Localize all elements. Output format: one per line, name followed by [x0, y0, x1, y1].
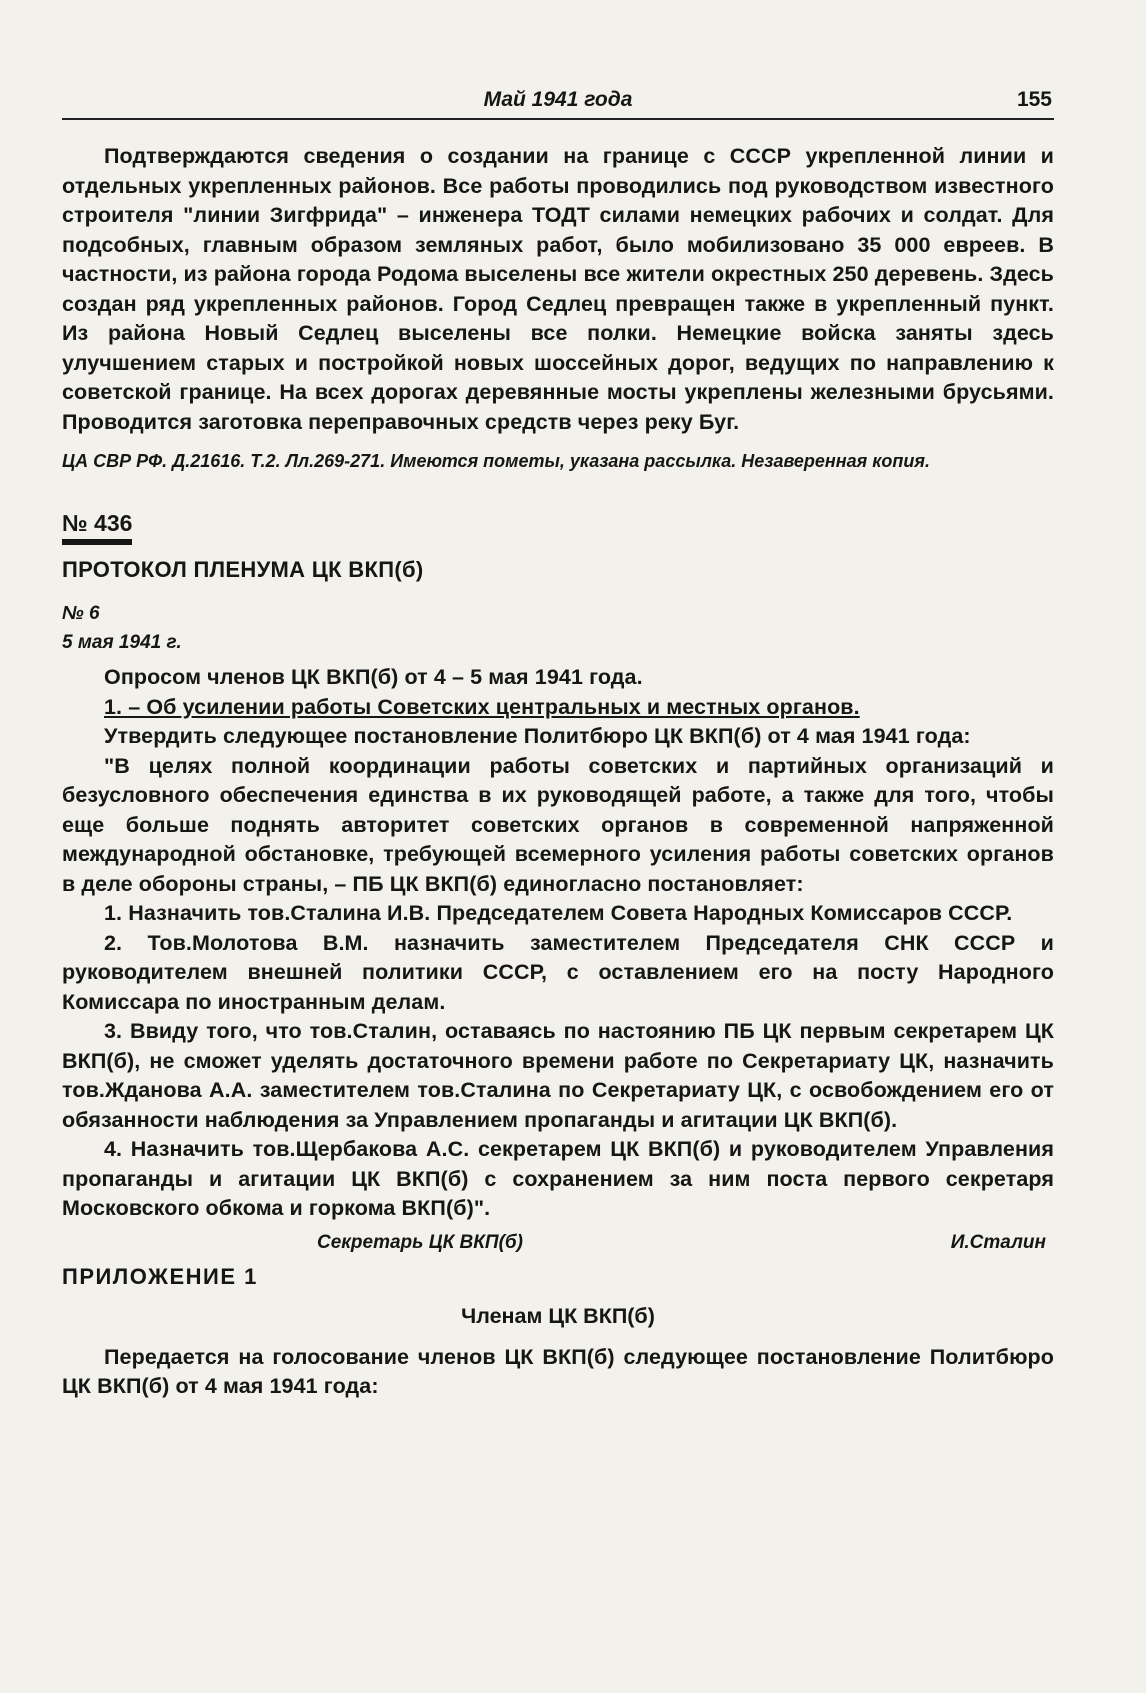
appendix-title: ПРИЛОЖЕНИЕ 1	[62, 1263, 258, 1289]
resolution-intro: "В целях полной координации работы советских и партийных организаций и безусловного обеспечения единства в их руководящей работе, а также для того, чтобы еще больше поднять авторитет советских органов в современной напряженной международной обстановке, требующей всемерного усиления работы советских органов в деле обороны страны, – ПБ ЦК ВКП(б) единогласно постановляет:	[62, 753, 1054, 896]
protocol-number: № 6	[62, 603, 100, 624]
resolution-point-4: 4. Назначить тов.Щербакова А.С. секретарем ЦК ВКП(б) и руководителем Управления пропаганды и агитации ЦК ВКП(б) с сохранением за ним поста первого секретаря Московского обкома и горкома ВКП(б)".	[62, 1137, 1054, 1220]
appendix-addressee: Членам ЦК ВКП(б)	[461, 1303, 655, 1328]
item-heading-text: 1. – Об усилении работы Советских центральных и местных органов.	[104, 694, 860, 719]
signature-block	[62, 1228, 1054, 1258]
appendix-text: Передается на голосование членов ЦК ВКП(б) следующее постановление Политбюро ЦК ВКП(б) от 4 мая 1941 года:	[62, 1344, 1054, 1398]
survey-line: Опросом членов ЦК ВКП(б) от 4 – 5 мая 1941 года.	[104, 665, 643, 689]
document-title: ПРОТОКОЛ ПЛЕНУМА ЦК ВКП(б)	[62, 557, 424, 582]
item-heading	[62, 693, 1054, 723]
approve-line: Утвердить следующее постановление Политбюро ЦК ВКП(б) от 4 мая 1941 года:	[104, 724, 971, 748]
archive-source-note: ЦА СВР РФ. Д.21616. Т.2. Лл.269-271. Имеются пометы, указана рассылка. Незаверенная копия.	[62, 451, 930, 471]
intro-paragraph: Подтверждаются сведения о создании на границе с СССР укрепленной линии и отдельных укрепленных районов. Все работы проводились под руководством известного строителя "линии Зигфрида" – инженера ТОДТ силами немецких рабочих и солдат. Для подсобных, главным образом земляных работ, было мобилизовано 35 000 евреев. В частности, из района города Родома выселены все жители окрестных 250 деревень. Здесь создан ряд укрепленных районов. Город Седлец превращен также в укрепленный пункт. Из района Новый Седлец выселены все полки. Немецкие войска заняты здесь улучшением старых и постройкой новых шоссейных дорог, ведущих по направлению к советской границе. На всех дорогах деревянные мосты укреплены железными брусьями. Проводится заготовка переправочных средств через реку Буг.	[62, 144, 1054, 434]
page-number: 155	[1016, 88, 1052, 111]
document-page	[62, 78, 1054, 1402]
document-date: 5 мая 1941 г.	[62, 632, 182, 653]
resolution-point-3: 3. Ввиду того, что тов.Сталин, оставаясь по настоянию ПБ ЦК первым секретарем ЦК ВКП(б), не сможет уделять достаточного времени работе по Секретариату ЦК, назначить тов.Жданова А.А. заместителем тов.Сталина по Секретариату ЦК, с освобождением его от обязанности наблюдения за Управлением пропаганды и агитации ЦК ВКП(б).	[62, 1019, 1054, 1132]
resolution-point-1: 1. Назначить тов.Сталина И.В. Председателем Совета Народных Комиссаров СССР.	[104, 901, 1013, 925]
running-header-title: Май 1941 года	[483, 88, 633, 111]
signature-role: Секретарь ЦК ВКП(б)	[317, 1231, 524, 1253]
signature-name: И.Сталин	[950, 1231, 1046, 1253]
resolution-point-2: 2. Тов.Молотова В.М. назначить заместителем Председателя СНК СССР и руководителем внешней политики СССР, с оставлением его на посту Народного Комиссара по иностранным делам.	[62, 930, 1054, 1014]
running-header	[62, 78, 1054, 120]
document-number: № 436	[62, 510, 132, 545]
